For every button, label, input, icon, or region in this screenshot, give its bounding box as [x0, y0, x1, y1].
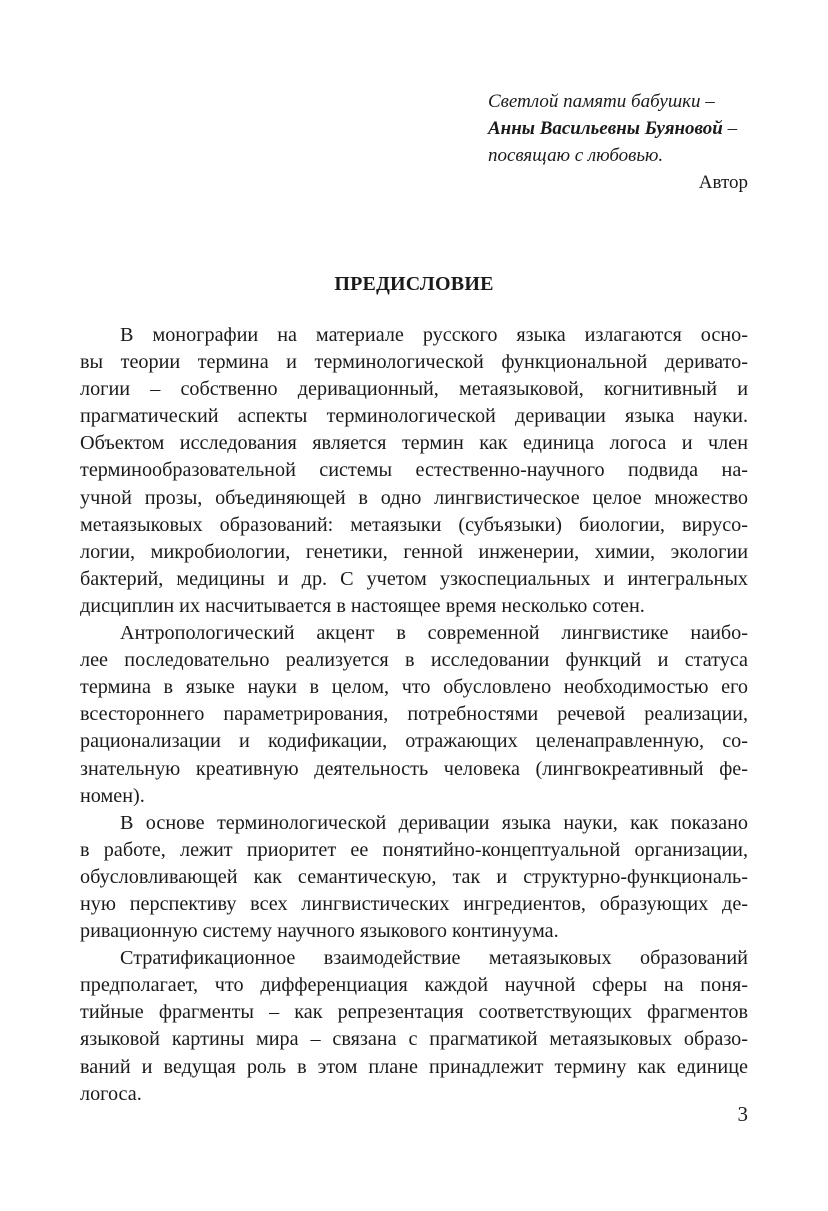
- paragraph-line: всестороннего параметрирования, потребностями речевой реализации,: [80, 703, 748, 726]
- paragraph-line: терминообразовательной системы естественно-научного подвида на-: [80, 459, 748, 482]
- page-title: ПРЕДИСЛОВИЕ: [334, 273, 494, 295]
- paragraph-line: В основе терминологической деривации языка науки, как показано: [120, 811, 748, 834]
- paragraph: [80, 620, 748, 810]
- paragraph-line: рационализации и кодификации, отражающих целенаправленную, со-: [80, 730, 748, 753]
- paragraph-line: логоса.: [80, 1082, 142, 1105]
- paragraph-line: ную перспективу всех лингвистических ингредиентов, образующих де-: [80, 892, 748, 915]
- paragraph-line: термина в языке науки в целом, что обусловлено необходимостью его: [80, 676, 748, 699]
- paragraph-line: тийные фрагменты – как репрезентация соответствующих фрагментов: [80, 1001, 748, 1024]
- paragraph-line: знательную креативную деятельность человека (лингвокреативный фе-: [80, 757, 748, 780]
- paragraph-line: Антропологический акцент в современной лингвистике наибо-: [120, 622, 748, 645]
- dedication-author: Автор: [698, 172, 748, 193]
- paragraph-line: прагматический аспекты терминологической деривации языка науки.: [80, 405, 748, 428]
- paragraph-line: ривационную систему научного языкового континуума.: [80, 920, 559, 943]
- paragraph-line: метаязыковых образований: метаязыки (субъязыки) биологии, вирусо-: [80, 513, 748, 536]
- paragraph: [80, 810, 748, 945]
- page-number: 3: [737, 1102, 748, 1126]
- dedication-line-1: Светлой памяти бабушки –: [488, 91, 715, 112]
- paragraph-line: номен).: [80, 784, 145, 807]
- dedication-name: Анны Васильевны Буяновой: [488, 118, 723, 139]
- paragraph-line: бактерий, медицины и др. С учетом узкоспециальных и интегральных: [80, 567, 748, 590]
- paragraph-line: В монографии на материале русского языка излагаются осно-: [120, 324, 748, 346]
- dedication-line-3: посвящаю с любовью.: [488, 145, 664, 166]
- paragraph-line: логии – собственно деривационный, метаязыковой, когнитивный и: [80, 378, 748, 401]
- paragraph-line: Объектом исследования является термин как единица логоса и член: [80, 432, 748, 455]
- paragraph-line: обусловливающей как семантическую, так и структурно-функциональ-: [80, 865, 748, 888]
- paragraph-line: предполагает, что дифференциация каждой научной сферы на поня-: [80, 974, 748, 997]
- paragraph-line: Стратификационное взаимодействие метаязыковых образований: [120, 947, 748, 970]
- paragraph: [80, 322, 748, 620]
- paragraph-line: ваний и ведущая роль в этом плане принадлежит термину как единице: [80, 1055, 748, 1078]
- paragraph-line: языковой картины мира – связана с прагматикой метаязыковых образо-: [80, 1028, 748, 1051]
- paragraph-line: вы теории термина и терминологической функциональной деривато-: [80, 351, 748, 374]
- paragraph-line: дисциплин их насчитывается в настоящее время несколько сотен.: [80, 594, 645, 617]
- dedication-dash: –: [722, 118, 738, 139]
- dedication: [488, 88, 750, 196]
- paragraph-line: лее последовательно реализуется в исследовании функций и статуса: [80, 649, 748, 672]
- paragraph: [80, 945, 748, 1108]
- paragraph-line: в работе, лежит приоритет ее понятийно-концептуальной организации,: [80, 838, 748, 861]
- preface-body: [80, 322, 748, 1108]
- paragraph-line: логии, микробиологии, генетики, генной инженерии, химии, экологии: [80, 540, 748, 563]
- dedication-line-2: [488, 115, 750, 142]
- paragraph-line: учной прозы, объединяющей в одно лингвистическое целое множество: [80, 486, 748, 509]
